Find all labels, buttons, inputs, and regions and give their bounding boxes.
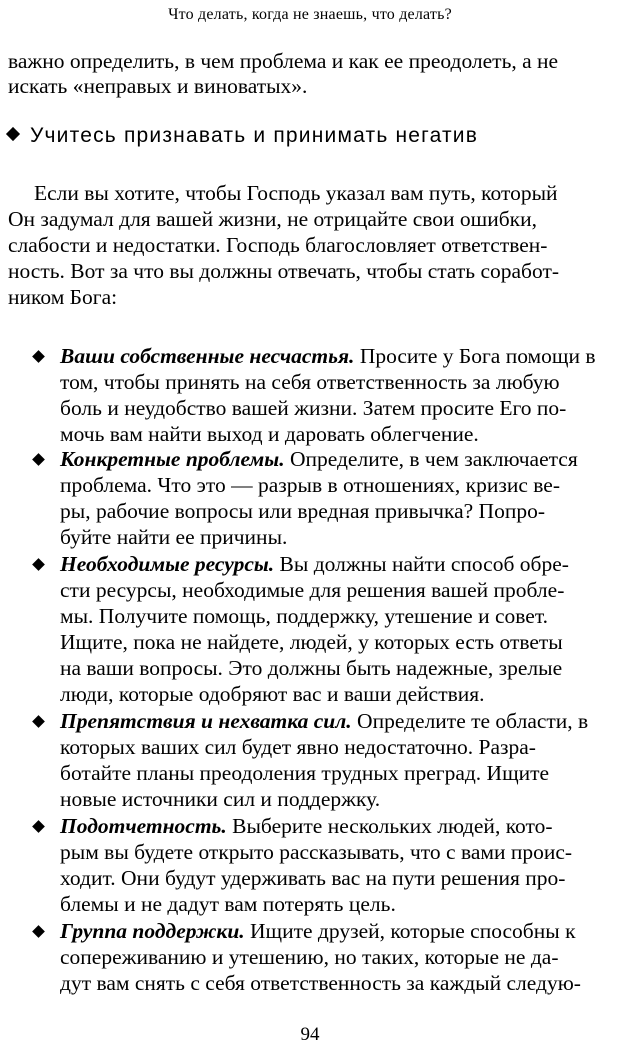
- text-line: [60, 813, 553, 839]
- text-line: люди, которые одобряют вас и ваши действия.: [60, 682, 485, 706]
- diamond-bullet-icon: [32, 558, 45, 571]
- text-line: ры, рабочие вопросы или вредная привычка? Попро-: [60, 499, 545, 523]
- line-text: важно определить, в чем проблема и как ее преодолеть, а не: [8, 49, 559, 73]
- diamond-bullet-icon: [32, 925, 45, 938]
- page-number: 94: [300, 1024, 320, 1045]
- text-line: ходит. Они будут удерживать вас на пути решения про-: [60, 866, 566, 890]
- bullet-term: Необходимые ресурсы.: [60, 552, 275, 576]
- text-line: на ваши вопросы. Это должны быть надежные, зрелые: [60, 656, 563, 680]
- bullet-text: Ищите друзей, которые способны к: [250, 919, 576, 943]
- text-line: буйте найти ее причины.: [60, 525, 288, 549]
- text-line: Он задумал для вашей жизни, не отрицайте свои ошибки,: [8, 207, 538, 231]
- section-heading: [8, 124, 478, 148]
- text-line: сти ресурсы, необходимые для решения вашей пробле-: [60, 578, 565, 602]
- text-line: Ищите, пока не найдете, людей, у которых есть ответы: [60, 630, 563, 654]
- bullet-text: Определите, в чем заключается: [289, 447, 578, 471]
- bullet-text: Вы должны найти способ обре-: [279, 552, 569, 576]
- bullet-text: Просите у Бога помощи в: [359, 344, 596, 368]
- bullet-term: Подотчетность.: [60, 814, 227, 838]
- text-line: слабости и недостатки. Господь благословляет ответствен-: [8, 233, 548, 257]
- bullet-term: Конкретные проблемы.: [60, 447, 285, 471]
- bullet-term: Препятствия и нехватка сил.: [60, 709, 352, 733]
- text-line: ником Бога:: [8, 285, 118, 309]
- text-line: сопереживанию и утешению, но таких, которые не да-: [60, 945, 559, 969]
- diamond-bullet-icon: [32, 350, 45, 363]
- text-line: [8, 48, 612, 74]
- text-line: ботайте планы преодоления трудных преград. Ищите: [60, 761, 550, 785]
- text-line: [60, 551, 569, 577]
- bullet-term: Группа поддержки.: [60, 919, 245, 943]
- text-line: дут вам снять с себя ответственность за каждый следую-: [60, 971, 581, 995]
- text-line: [60, 918, 576, 944]
- text-line: которых ваших сил будет явно недостаточно. Разра-: [60, 735, 536, 759]
- text-line: мы. Получите помощь, поддержку, утешение и совет.: [60, 604, 548, 628]
- text-line: ность. Вот за что вы должны отвечать, чтобы стать соработ-: [8, 259, 560, 283]
- text-line: искать «неправых и виноватых».: [8, 74, 308, 98]
- text-line: том, чтобы принять на себя ответственность за любую: [60, 370, 560, 394]
- diamond-bullet-icon: [32, 453, 45, 466]
- text-line: Если вы хотите, чтобы Господь указал вам путь, который: [34, 181, 558, 205]
- text-line: блемы и не дадут вам потерять цель.: [60, 892, 396, 916]
- text-line: боль и неудобство вашей жизни. Затем просите Его по-: [60, 396, 567, 420]
- bullet-text: Определите те области, в: [357, 709, 589, 733]
- text-line: [60, 343, 595, 369]
- bullet-text: Выберите нескольких людей, кото-: [232, 814, 553, 838]
- text-line: проблема. Что это — разрыв в отношениях, кризис ве-: [60, 473, 560, 497]
- text-line: мочь вам найти выход и даровать облегчение.: [60, 422, 479, 446]
- text-line: [60, 708, 588, 734]
- text-line: [60, 446, 578, 472]
- diamond-icon: [6, 127, 20, 141]
- running-head: Что делать, когда не знаешь, что делать?: [168, 6, 452, 23]
- bullet-term: Ваши собственные несчастья.: [60, 344, 355, 368]
- diamond-bullet-icon: [32, 715, 45, 728]
- diamond-bullet-icon: [32, 820, 45, 833]
- text-line: новые источники сил и поддержку.: [60, 787, 381, 811]
- section-heading-text: Учитесь признавать и принимать негатив: [30, 124, 479, 147]
- text-line: рым вы будете открыто рассказывать, что с вами проис-: [60, 840, 573, 864]
